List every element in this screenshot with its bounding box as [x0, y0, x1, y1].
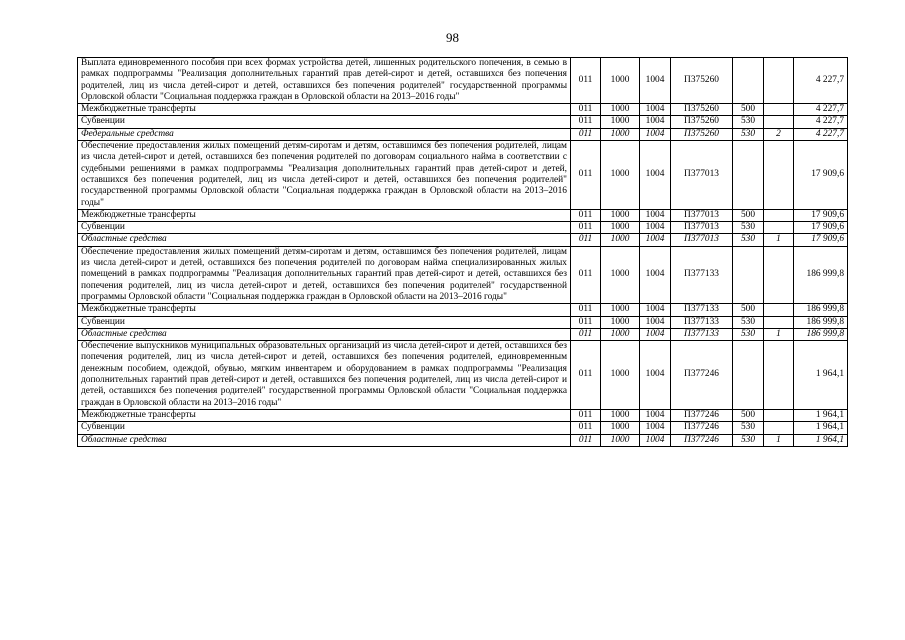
subsection-code: 1004 — [640, 141, 671, 210]
table-row — [78, 141, 848, 210]
table-row — [78, 246, 848, 303]
amount-value: 17 909,6 — [794, 222, 848, 234]
funding-source-code: 1 — [764, 234, 794, 246]
table-row — [78, 304, 848, 316]
subsection-code: 1004 — [640, 116, 671, 128]
subsection-code: 1004 — [640, 304, 671, 316]
table-row — [78, 128, 848, 140]
funding-source-code — [764, 209, 794, 221]
subsection-code: 1004 — [640, 316, 671, 328]
table-row — [78, 341, 848, 410]
ministry-code: 011 — [571, 141, 601, 210]
funding-source-code — [764, 316, 794, 328]
subsection-code: 1004 — [640, 434, 671, 446]
expense-type-code: 500 — [733, 304, 764, 316]
ministry-code: 011 — [571, 316, 601, 328]
section-code: 1000 — [601, 116, 640, 128]
target-article-code: П375260 — [671, 104, 733, 116]
amount-value: 186 999,8 — [794, 316, 848, 328]
subsection-code: 1004 — [640, 409, 671, 421]
ministry-code: 011 — [571, 304, 601, 316]
subsection-code: 1004 — [640, 128, 671, 140]
table-row — [78, 409, 848, 421]
funding-source-code: 1 — [764, 434, 794, 446]
ministry-code: 011 — [571, 116, 601, 128]
table-row — [78, 209, 848, 221]
target-article-code: П375260 — [671, 128, 733, 140]
expense-type-code: 530 — [733, 128, 764, 140]
amount-value: 1 964,1 — [794, 341, 848, 410]
table-row — [78, 222, 848, 234]
expense-type-code: 530 — [733, 434, 764, 446]
amount-value: 17 909,6 — [794, 209, 848, 221]
ministry-code: 011 — [571, 234, 601, 246]
section-code: 1000 — [601, 409, 640, 421]
section-code: 1000 — [601, 434, 640, 446]
section-code: 1000 — [601, 304, 640, 316]
expense-description: Субвенции — [78, 316, 571, 328]
expense-description: Обеспечение предоставления жилых помещений детям-сиротам и детям, оставшимся без попечения родителей, лицам из числа детей-сирот и детей, оставшихся без попечения родителей по договорам найма специализированных жилых помещений в рамках подпрограммы "Реализация дополнительных гарантий прав детей-сирот и детей, оставшихся без попечения родителей, лиц из числа детей-сирот и детей, оставшихся без попечения родителей" государственной программы Орловской области "Социальная поддержка граждан в Орловской области на 2013–2016 годы" — [78, 246, 571, 303]
expense-description: Федеральные средства — [78, 128, 571, 140]
funding-source-code — [764, 409, 794, 421]
target-article-code: П377246 — [671, 434, 733, 446]
table-row — [78, 434, 848, 446]
amount-value: 186 999,8 — [794, 328, 848, 340]
ministry-code: 011 — [571, 246, 601, 303]
funding-source-code — [764, 222, 794, 234]
target-article-code: П377133 — [671, 328, 733, 340]
expense-type-code — [733, 246, 764, 303]
expense-type-code: 530 — [733, 316, 764, 328]
ministry-code: 011 — [571, 434, 601, 446]
amount-value: 17 909,6 — [794, 141, 848, 210]
section-code: 1000 — [601, 141, 640, 210]
expense-description: Обеспечение предоставления жилых помещений детям-сиротам и детям, оставшимся без попечения родителей, лицам из числа детей-сирот и детей, оставшихся без попечения родителей по договорам социального найма в соответствии с судебными решениями в рамках подпрограммы "Реализация дополнительных гарантий прав детей-сирот и детей, оставшихся без попечения родителей, лиц из числа детей-сирот и детей, оставшихся без попечения родителей" государственной программы Орловской области "Социальная поддержка граждан в Орловской области на 2013–2016 годы" — [78, 141, 571, 210]
target-article-code: П377013 — [671, 209, 733, 221]
target-article-code: П377246 — [671, 422, 733, 434]
target-article-code: П377133 — [671, 316, 733, 328]
section-code: 1000 — [601, 209, 640, 221]
funding-source-code — [764, 246, 794, 303]
funding-source-code: 1 — [764, 328, 794, 340]
table-row — [78, 328, 848, 340]
expense-description: Межбюджетные трансферты — [78, 209, 571, 221]
funding-source-code — [764, 58, 794, 104]
expense-description: Субвенции — [78, 116, 571, 128]
target-article-code: П377133 — [671, 246, 733, 303]
section-code: 1000 — [601, 234, 640, 246]
subsection-code: 1004 — [640, 58, 671, 104]
funding-source-code — [764, 141, 794, 210]
target-article-code: П377246 — [671, 341, 733, 410]
section-code: 1000 — [601, 341, 640, 410]
expense-description: Обеспечение выпускников муниципальных образовательных организаций из числа детей-сирот и детей, оставшихся без попечения родителей, лиц из числа детей-сирот и детей, оставшихся без попечения родителей, единовременным денежным пособием, одеждой, обувью, мягким инвентарем и оборудованием в рамках подпрограммы "Реализация дополнительных гарантий прав детей-сирот и детей, оставшихся без попечения родителей, лиц из числа детей-сирот и детей, оставшихся без попечения родителей" государственной программы Орловской области "Социальная поддержка граждан в Орловской области на 2013–2016 годы" — [78, 341, 571, 410]
subsection-code: 1004 — [640, 341, 671, 410]
expense-type-code — [733, 341, 764, 410]
table-row — [78, 58, 848, 104]
amount-value: 4 227,7 — [794, 128, 848, 140]
amount-value: 17 909,6 — [794, 234, 848, 246]
ministry-code: 011 — [571, 341, 601, 410]
ministry-code: 011 — [571, 128, 601, 140]
funding-source-code — [764, 304, 794, 316]
amount-value: 186 999,8 — [794, 304, 848, 316]
table-row — [78, 234, 848, 246]
expense-description: Областные средства — [78, 328, 571, 340]
expense-description: Субвенции — [78, 422, 571, 434]
section-code: 1000 — [601, 58, 640, 104]
target-article-code: П377246 — [671, 409, 733, 421]
funding-source-code — [764, 422, 794, 434]
section-code: 1000 — [601, 328, 640, 340]
section-code: 1000 — [601, 422, 640, 434]
section-code: 1000 — [601, 104, 640, 116]
funding-source-code — [764, 116, 794, 128]
subsection-code: 1004 — [640, 222, 671, 234]
amount-value: 4 227,7 — [794, 104, 848, 116]
subsection-code: 1004 — [640, 104, 671, 116]
ministry-code: 011 — [571, 409, 601, 421]
funding-source-code: 2 — [764, 128, 794, 140]
expense-description: Межбюджетные трансферты — [78, 304, 571, 316]
expense-type-code — [733, 58, 764, 104]
expense-type-code: 500 — [733, 209, 764, 221]
expense-type-code: 530 — [733, 234, 764, 246]
expense-type-code: 500 — [733, 409, 764, 421]
expense-type-code: 530 — [733, 116, 764, 128]
target-article-code: П375260 — [671, 116, 733, 128]
amount-value: 186 999,8 — [794, 246, 848, 303]
expense-description: Выплата единовременного пособия при всех формах устройства детей, лишенных родительского попечения, в семью в рамках подпрограммы "Реализация дополнительных гарантий прав детей-сирот и детей, оставшихся без попечения родителей, лиц из числа детей-сирот и детей, оставшихся без попечения родителей" государственной программы Орловской области "Социальная поддержка граждан в Орловской области на 2013–2016 годы" — [78, 58, 571, 104]
ministry-code: 011 — [571, 209, 601, 221]
expense-type-code: 530 — [733, 328, 764, 340]
table-row — [78, 116, 848, 128]
expense-type-code: 530 — [733, 422, 764, 434]
target-article-code: П377133 — [671, 304, 733, 316]
subsection-code: 1004 — [640, 234, 671, 246]
expense-description: Областные средства — [78, 434, 571, 446]
table-row — [78, 422, 848, 434]
section-code: 1000 — [601, 246, 640, 303]
amount-value: 1 964,1 — [794, 422, 848, 434]
ministry-code: 011 — [571, 328, 601, 340]
amount-value: 1 964,1 — [794, 434, 848, 446]
subsection-code: 1004 — [640, 246, 671, 303]
expense-description: Межбюджетные трансферты — [78, 409, 571, 421]
funding-source-code — [764, 341, 794, 410]
ministry-code: 011 — [571, 422, 601, 434]
ministry-code: 011 — [571, 104, 601, 116]
section-code: 1000 — [601, 222, 640, 234]
expense-type-code: 500 — [733, 104, 764, 116]
amount-value: 1 964,1 — [794, 409, 848, 421]
funding-source-code — [764, 104, 794, 116]
expense-type-code — [733, 141, 764, 210]
expense-description: Субвенции — [78, 222, 571, 234]
ministry-code: 011 — [571, 222, 601, 234]
budget-table — [77, 57, 848, 447]
target-article-code: П377013 — [671, 141, 733, 210]
subsection-code: 1004 — [640, 328, 671, 340]
subsection-code: 1004 — [640, 209, 671, 221]
subsection-code: 1004 — [640, 422, 671, 434]
expense-description: Областные средства — [78, 234, 571, 246]
page-number: 98 — [446, 30, 459, 45]
table-row — [78, 316, 848, 328]
amount-value: 4 227,7 — [794, 116, 848, 128]
section-code: 1000 — [601, 316, 640, 328]
amount-value: 4 227,7 — [794, 58, 848, 104]
table-row — [78, 104, 848, 116]
expense-type-code: 530 — [733, 222, 764, 234]
target-article-code: П377013 — [671, 222, 733, 234]
ministry-code: 011 — [571, 58, 601, 104]
target-article-code: П375260 — [671, 58, 733, 104]
target-article-code: П377013 — [671, 234, 733, 246]
expense-description: Межбюджетные трансферты — [78, 104, 571, 116]
section-code: 1000 — [601, 128, 640, 140]
